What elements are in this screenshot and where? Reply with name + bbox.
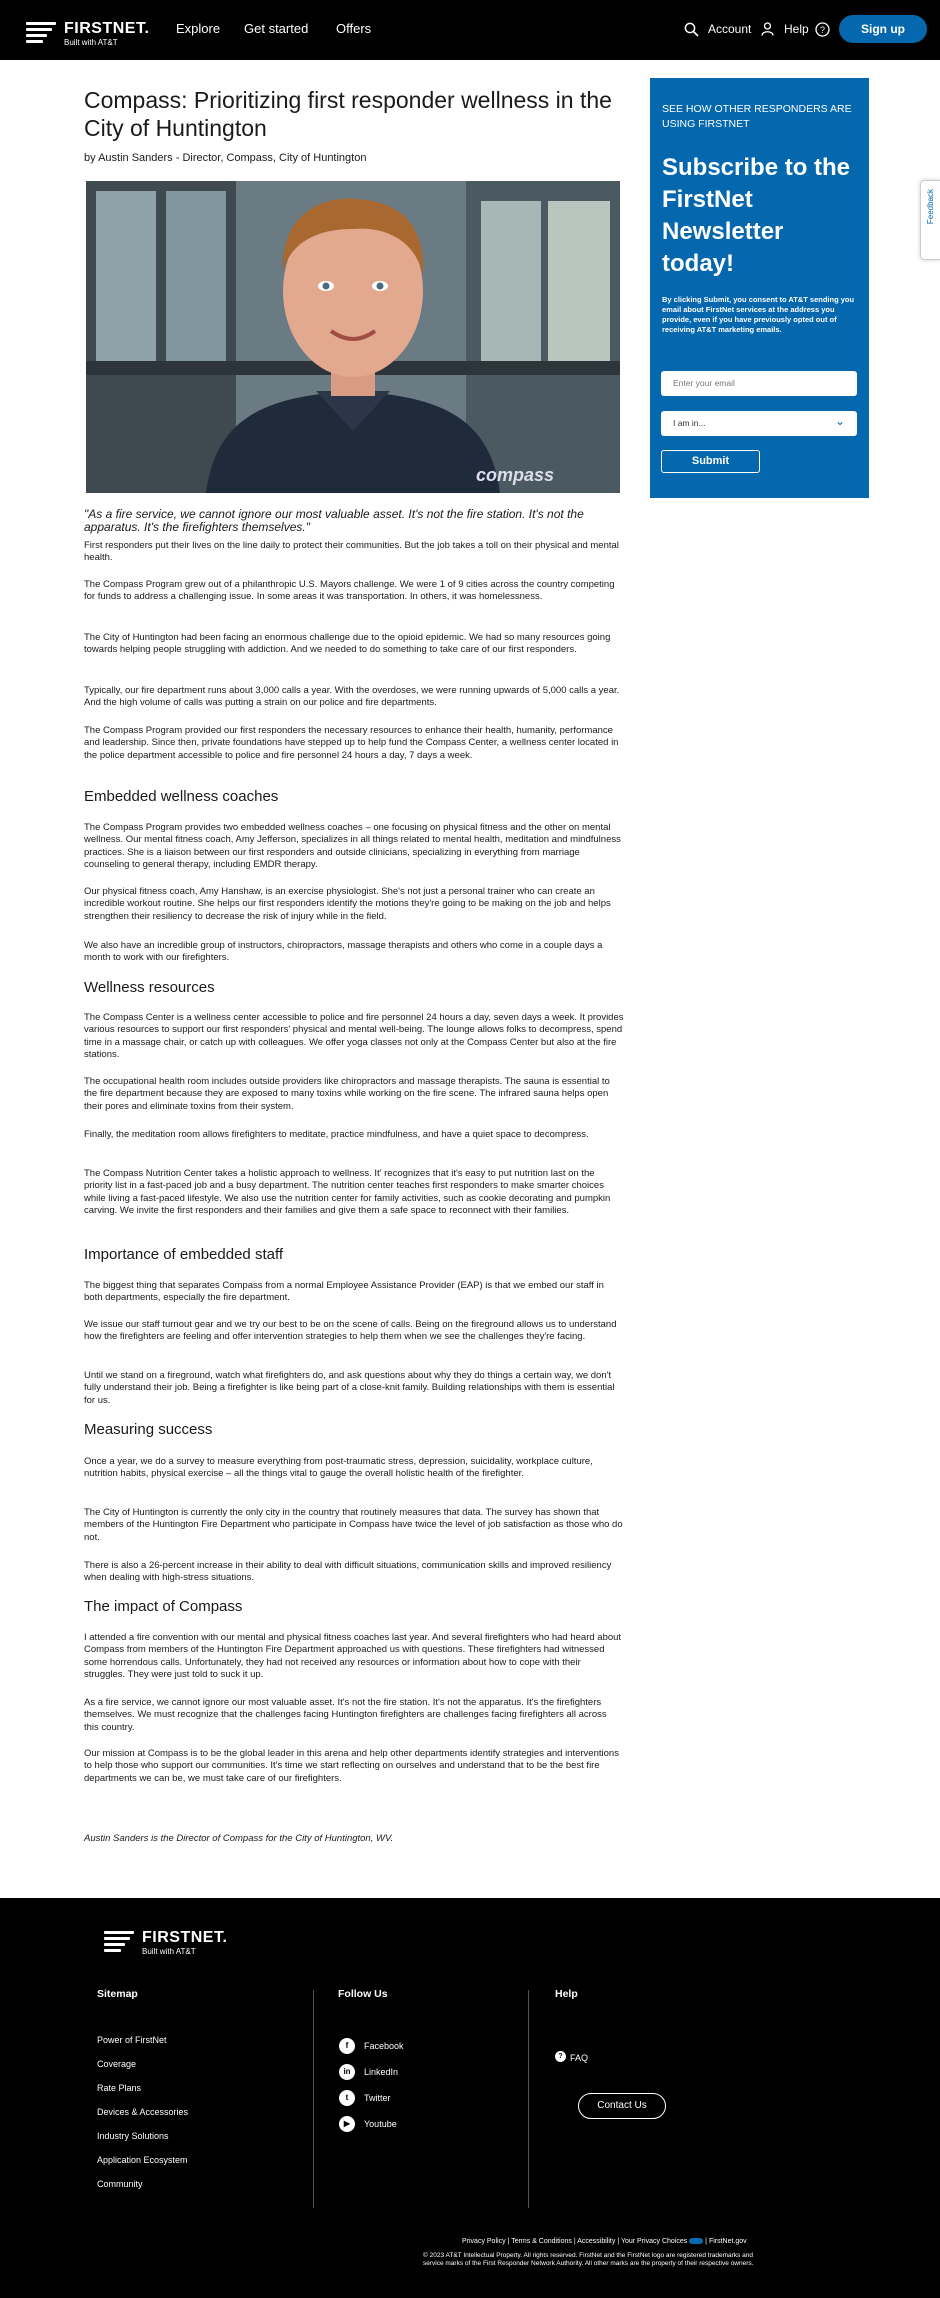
question-icon: ? bbox=[555, 2051, 566, 2062]
facebook-link[interactable]: Facebook bbox=[364, 2041, 404, 2051]
footer-link[interactable]: Devices & Accessories bbox=[97, 2107, 189, 2117]
newsletter-signup-panel bbox=[650, 78, 869, 498]
section-heading: Importance of embedded staff bbox=[84, 1246, 284, 1263]
section-heading: Embedded wellness coaches bbox=[84, 788, 279, 805]
feedback-tab[interactable] bbox=[920, 180, 940, 260]
select-value: I am in... bbox=[673, 418, 706, 428]
paragraph: Finally, the meditation room allows firefighters to meditate, practice mindfulness, and have a quiet space to decompress. bbox=[84, 1129, 589, 1140]
paragraph: The Compass Center is a wellness center accessible to police and fire personnel 24 hours a day, seven days a week. It provides various resources to support our first responders' physical and mental well-being. The lounge allows folks to decompress, spend time in a massage chair, or catch up with colleagues. We offer yoga classes not only at the Compass Center but also at the fire stations. bbox=[84, 1012, 624, 1060]
accessibility-link[interactable]: Accessibility bbox=[577, 2238, 616, 2245]
privacy-policy-link[interactable]: Privacy Policy bbox=[462, 2238, 506, 2245]
paragraph: Until we stand on a fireground, watch what firefighters do, and ask questions about why they do things a certain way, we don't fully understand their job. Being a firefighter is like being part of a close-knit family. Building relationships with them is essential for us. bbox=[84, 1370, 615, 1406]
youtube-icon[interactable]: ▶ bbox=[339, 2116, 355, 2132]
paragraph: The City of Huntington is currently the only city in the country that routinely measures that data. The survey has shown that members of the Huntington Fire Department who participate in Compass have twice the level of job satisfaction as those who do not. bbox=[84, 1507, 623, 1543]
newsletter-kicker: SEE HOW OTHER RESPONDERS ARE USING FIRSTNET bbox=[662, 103, 852, 130]
pull-quote: "As a fire service, we cannot ignore our most valuable asset. It's not the fire station. It's not the apparatus. It's the firefighters themselves." bbox=[84, 507, 584, 534]
footer-link[interactable]: Community bbox=[97, 2179, 143, 2189]
youtube-link[interactable]: Youtube bbox=[364, 2119, 397, 2129]
follow-heading: Follow Us bbox=[338, 1988, 388, 2000]
logo-bars-icon bbox=[104, 1931, 134, 1955]
top-header bbox=[0, 0, 940, 60]
paragraph: As a fire service, we cannot ignore our most valuable asset. It's not the fire station. It's not the apparatus. It's the firefighters themselves. We must recognize that the challenges facing Huntington firefighters are challenges facing firefighters all across this country. bbox=[84, 1697, 607, 1733]
footer-divider bbox=[528, 1990, 529, 2208]
paragraph: Typically, our fire department runs about 3,000 calls a year. With the overdoses, we were running upwards of 5,000 calls a year. And the high volume of calls was putting a strain on our police and fire departments. bbox=[84, 685, 620, 709]
copyright-line: service marks of the First Responder Network Authority. All other marks are the property of their respective owners. bbox=[423, 2260, 754, 2267]
faq-link[interactable]: FAQ bbox=[570, 2053, 589, 2063]
nav-get-started[interactable]: Get started bbox=[244, 21, 309, 36]
search-icon[interactable] bbox=[684, 22, 699, 37]
privacy-choices-link[interactable]: Your Privacy Choices bbox=[620, 2238, 688, 2245]
paragraph: Once a year, we do a survey to measure everything from post-traumatic stress, depression, suicidality, workplace culture, nutrition habits, physical exercise – all the things vital to gauge the overall holistic health of the firefighter. bbox=[84, 1456, 593, 1480]
footer-firstnet-logo[interactable] bbox=[104, 1929, 234, 1959]
site-footer bbox=[0, 1898, 940, 2298]
account-icon[interactable] bbox=[761, 22, 774, 36]
submit-button[interactable]: Submit bbox=[661, 450, 760, 473]
chevron-down-icon: ⌄ bbox=[834, 414, 845, 428]
nav-offers[interactable]: Offers bbox=[336, 21, 372, 36]
sitemap-heading: Sitemap bbox=[97, 1988, 138, 2000]
logo-tagline: Built with AT&T bbox=[142, 1947, 196, 1956]
logo-wordmark: FIRSTNET. bbox=[64, 20, 150, 37]
email-input[interactable]: Enter your email bbox=[661, 371, 857, 396]
logo-tagline: Built with AT&T bbox=[64, 38, 118, 47]
svg-text:?: ? bbox=[819, 25, 826, 35]
section-heading: The impact of Compass bbox=[84, 1598, 243, 1615]
firstnet-logo[interactable] bbox=[26, 20, 150, 48]
portrait-image bbox=[86, 181, 620, 493]
paragraph: I attended a fire convention with our mental and physical fitness coaches last year. And several firefighters who had heard about Compass from members of the Huntington Fire Department approached us with questions. These firefighters had witnessed some horrendous calls. Unfortunately, they had not received any resources or information about how to cope with their struggles. They were just told to suck it up. bbox=[84, 1632, 622, 1680]
paragraph: The Compass Program grew out of a philanthropic U.S. Mayors challenge. We were 1 of 9 cities across the country competing for funds to address a challenging issue. In some areas it was transportation. In others, it was homelessness. bbox=[84, 579, 615, 603]
twitter-link[interactable]: Twitter bbox=[364, 2093, 391, 2103]
paragraph: We also have an incredible group of instructors, chiropractors, massage therapists and others who come in a couple days a month to work with our firefighters. bbox=[84, 940, 603, 964]
signup-button[interactable]: Sign up bbox=[839, 15, 927, 43]
help-icon[interactable] bbox=[815, 22, 830, 37]
help-heading: Help bbox=[555, 1988, 578, 2000]
author-note: Austin Sanders is the Director of Compass for the City of Huntington, WV. bbox=[84, 1833, 394, 1844]
facebook-icon[interactable]: f bbox=[339, 2038, 355, 2054]
footer-link[interactable]: Industry Solutions bbox=[97, 2131, 169, 2141]
logo-bars-icon bbox=[26, 22, 56, 46]
article-byline: by Austin Sanders - Director, Compass, City of Huntington bbox=[84, 152, 367, 164]
firstnet-gov-link[interactable]: FirstNet.gov bbox=[708, 2238, 747, 2245]
hero-photo bbox=[86, 181, 620, 493]
help-link[interactable]: Help bbox=[784, 22, 809, 36]
newsletter-consent-text: By clicking Submit, you consent to AT&T sending you email about FirstNet services at the address you provide, even if you have previously opted out of receiving AT&T marketing emails. bbox=[662, 295, 855, 334]
paragraph: The Compass Program provided our first responders the necessary resources to enhance their health, humanity, performance and leadership. Since then, private foundations have stepped up to help fund the Compass Center, a wellness center located in the police department accessible to police and fire personnel 24 hours a day, 7 days a week. bbox=[84, 725, 619, 761]
account-link[interactable]: Account bbox=[708, 22, 752, 36]
footer-link[interactable]: Application Ecosystem bbox=[97, 2155, 188, 2165]
newsletter-headline: Subscribe to the FirstNet Newsletter today! bbox=[662, 154, 851, 277]
feedback-label: Feedback bbox=[926, 189, 935, 225]
shirt-logo-text: compass bbox=[476, 465, 555, 485]
footer-link[interactable]: Power of FirstNet bbox=[97, 2035, 167, 2045]
article-title: Compass: Prioritizing first responder wellness in the City of Huntington bbox=[84, 87, 612, 141]
paragraph: The City of Huntington had been facing an enormous challenge due to the opioid epidemic. We had so many resources going towards helping people struggling with addiction. And we needed to do something to take care of our first responders. bbox=[84, 632, 611, 656]
paragraph: The Compass Nutrition Center takes a holistic approach to wellness. It' recognizes that it's easy to put nutrition last on the priority list in a fast-paced job and a busy department. The nutrition center teaches first responders to make smarter choices while living a fast-paced lifestyle. We also use the nutrition center for family activities, such as cookie decorating and pumpkin carving. We invite the first responders and their families and give them a safe space to reconnect with their families. bbox=[84, 1168, 611, 1216]
logo-wordmark: FIRSTNET. bbox=[142, 1929, 228, 1946]
footer-divider bbox=[313, 1990, 314, 2208]
footer-link[interactable]: Rate Plans bbox=[97, 2083, 142, 2093]
paragraph: The biggest thing that separates Compass from a normal Employee Assistance Provider (EAP) is that we embed our staff in both departments, especially the fire department. bbox=[84, 1280, 604, 1304]
paragraph: Our physical fitness coach, Amy Hanshaw, is an exercise physiologist. She's not just a personal trainer who can create an incredible workout routine. She helps our first responders identify the motions they're going to be making on the job and helps strengthen their resiliency to decrease the risk of injury while in the field. bbox=[84, 886, 611, 922]
nav-explore[interactable]: Explore bbox=[176, 21, 221, 36]
paragraph: The occupational health room includes outside providers like chiropractors and massage therapists. The sauna is essential to the fire department because they are exposed to many toxins while working on the fire scene. The infrared sauna helps open their pores and eliminate toxins from their system. bbox=[84, 1076, 610, 1112]
contact-us-button[interactable]: Contact Us bbox=[578, 2093, 666, 2119]
footer-link[interactable]: Coverage bbox=[97, 2059, 137, 2069]
paragraph: First responders put their lives on the line daily to protect their communities. But the job takes a toll on their physical and mental health. bbox=[84, 540, 619, 564]
paragraph: There is also a 26-percent increase in their ability to deal with difficult situations, communication skills and improved resiliency when dealing with high-stress situations. bbox=[84, 1560, 612, 1584]
section-heading: Measuring success bbox=[84, 1421, 213, 1438]
paragraph: Our mission at Compass is to be the global leader in this arena and help other departments identify strategies and interventions to help those who support our communities. It's time we start reflecting on ourselves and understand that to be the best fire departments we can be, we must take care of our firefighters. bbox=[84, 1748, 619, 1784]
linkedin-link[interactable]: LinkedIn bbox=[364, 2067, 399, 2077]
paragraph: We issue our staff turnout gear and we try our best to be on the scene of calls. Being on the fireground allows us to understand how the firefighters are feeling and offer intervention strategies to help them when we see the challenges they're facing. bbox=[84, 1319, 617, 1343]
twitter-icon[interactable]: t bbox=[339, 2090, 355, 2106]
linkedin-icon[interactable]: in bbox=[339, 2064, 355, 2080]
legal-links: Privacy Policy | Terms & Conditions | Accessibility | Your Privacy Choices | FirstNet.gov bbox=[462, 2238, 747, 2245]
terms-link[interactable]: Terms & Conditions bbox=[511, 2238, 572, 2245]
responder-type-select[interactable] bbox=[661, 411, 857, 436]
paragraph: The Compass Program provides two embedded wellness coaches – one focusing on physical fitness and the other on mental wellness. Our mental fitness coach, Amy Jefferson, specializes in all things related to mental health, meditation and mindfulness practices. She is a liaison between our first responders and outside clinicians, specializing in everything from marriage counseling to general therapy, including EMDR therapy. bbox=[84, 822, 621, 870]
privacy-choices-icon bbox=[689, 2238, 703, 2244]
copyright-line: © 2023 AT&T Intellectual Property. All rights reserved. FirstNet and the FirstNet logo are registered trademarks and bbox=[423, 2252, 753, 2259]
section-heading: Wellness resources bbox=[84, 979, 215, 996]
